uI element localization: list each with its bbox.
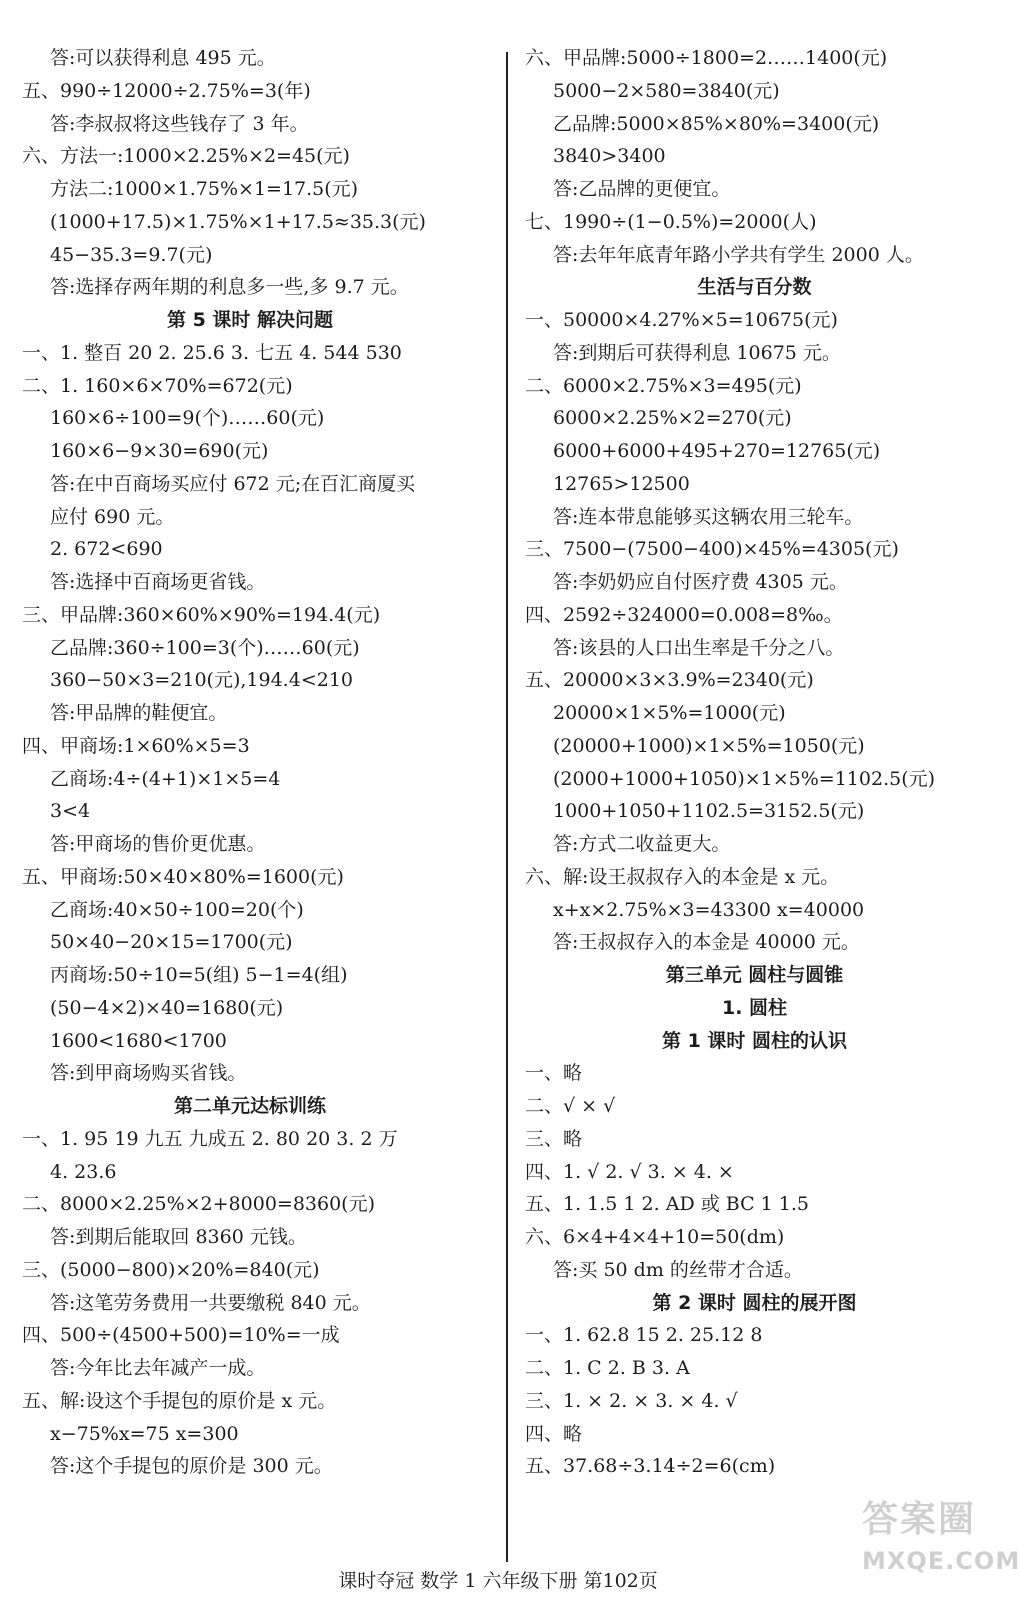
answer-line: 五、解:设这个手提包的原价是 x 元。 [22,1389,337,1412]
answer-line: 50×40−20×15=1700(元) [50,931,293,954]
answer-line: 45−35.3=9.7(元) [50,243,213,266]
answer-line: 三、(5000−800)×20%=840(元) [22,1258,320,1281]
answer-line: 答:到甲商场购买省钱。 [50,1062,247,1085]
answer-line: 160×6÷100=9(个)……60(元) [50,407,325,430]
answer-line: 答:这笔劳务费用一共要缴税 840 元。 [50,1291,371,1314]
answer-line: x−75%x=75 x=300 [50,1422,239,1445]
answer-line: 丙商场:50÷10=5(组) 5−1=4(组) [50,964,348,986]
answer-line: 20000×1×5%=1000(元) [553,702,786,724]
answer-line: 三、1. × 2. × 3. × 4. √ [525,1389,738,1412]
answer-line: 12765>12500 [553,472,690,495]
answer-line: 答:去年年底青年路小学共有学生 2000 人。 [553,243,924,266]
answer-line: x+x×2.75%×3=43300 x=40000 [553,898,865,921]
answer-line: 五、甲商场:50×40×80%=1600(元) [22,865,344,888]
answer-line: 答:可以获得利息 495 元。 [50,47,276,69]
answer-line: 四、1. √ 2. √ 3. × 4. × [525,1160,734,1183]
section-heading: 第三单元 圆柱与圆锥 [665,964,844,986]
answer-line: 答:甲商场的售价更优惠。 [50,833,266,855]
watermark-top: 答案圈 [862,1499,977,1540]
answer-line: 四、略 [525,1422,583,1445]
answer-line: 五、37.68÷3.14÷2=6(cm) [525,1455,776,1478]
answer-line: 5000−2×580=3840(元) [553,79,780,102]
watermark-bottom: MXQE.COM [862,1547,1020,1575]
answer-line: 2. 672<690 [50,538,163,561]
answer-line: 四、500÷(4500+500)=10%=一成 [22,1324,340,1347]
answer-line: (50−4×2)×40=1680(元) [50,996,284,1019]
answer-line: 七、1990÷(1−0.5%)=2000(人) [525,210,817,233]
answer-line: 乙商场:4÷(4+1)×1×5=4 [50,767,281,790]
watermark-logo [862,1494,1020,1590]
section-heading: 生活与百分数 [697,276,812,299]
answer-line: (2000+1000+1050)×1×5%=1102.5(元) [553,767,936,790]
answer-line: 答:甲品牌的鞋便宜。 [50,702,228,724]
answer-line: (20000+1000)×1×5%=1050(元) [553,734,865,757]
answer-line: 二、1. 160×6×70%=672(元) [22,374,293,397]
answer-line: 六、6×4+4×4+10=50(dm) [525,1226,785,1248]
answer-line: 360−50×3=210(元),194.4<210 [50,669,353,692]
answer-line: 答:王叔叔存入的本金是 40000 元。 [553,931,860,954]
answer-line: 二、6000×2.75%×3=495(元) [525,374,802,397]
answer-line: 一、1. 整百 20 2. 25.6 3. 七五 4. 544 530 [22,341,402,364]
answer-line: 160×6−9×30=690(元) [50,440,269,462]
answer-line: 答:到期后可获得利息 10675 元。 [553,341,841,364]
answer-line: 答:买 50 dm 的丝带才合适。 [553,1258,803,1281]
answer-line: 乙品牌:5000×85%×80%=3400(元) [553,112,880,135]
answer-line: 三、甲品牌:360×60%×90%=194.4(元) [22,603,381,626]
answer-line: 五、1. 1.5 1 2. AD 或 BC 1 1.5 [525,1193,809,1216]
answer-line: 答:该县的人口出生率是千分之八。 [553,636,845,659]
answer-line: 答:今年比去年减产一成。 [50,1357,266,1379]
answer-line: 答:选择中百商场更省钱。 [50,571,266,593]
section-heading: 第二单元达标训练 [173,1095,326,1117]
answer-line: 方法二:1000×1.75%×1=17.5(元) [50,178,359,200]
answer-line: 答:李奶奶应自付医疗费 4305 元。 [553,571,848,593]
answer-line: 三、略 [525,1127,583,1150]
answer-line: 答:这个手提包的原价是 300 元。 [50,1455,333,1478]
answer-line: 答:李叔叔将这些钱存了 3 年。 [50,112,309,135]
answer-line: 三、7500−(7500−400)×45%=4305(元) [525,538,899,561]
page-footer: 课时夺冠 数学 1 六年级下册 第102页 [338,1570,658,1592]
answer-line: 答:选择存两年期的利息多一些,多 9.7 元。 [50,276,409,299]
answer-line: 答:方式二收益更大。 [553,833,731,855]
right-column [513,42,996,1483]
answer-line: 4. 23.6 [50,1160,117,1183]
section-heading: 第 1 课时 圆柱的认识 [661,1029,848,1052]
answer-line: 1600<1680<1700 [50,1029,227,1052]
answer-line: 一、略 [525,1062,583,1085]
answer-line: 五、990÷12000÷2.75%=3(年) [22,79,311,102]
section-heading: 第 2 课时 圆柱的展开图 [652,1291,857,1314]
answer-line: 六、解:设王叔叔存入的本金是 x 元。 [525,865,840,888]
answer-line: 二、1. C 2. B 3. A [525,1357,690,1379]
answer-line: 六、甲品牌:5000÷1800=2……1400(元) [525,47,888,69]
answer-line: 答:在中百商场买应付 672 元;在百汇商厦买 [50,472,416,495]
answer-line: 6000+6000+495+270=12765(元) [553,440,881,462]
column-divider [506,52,508,1562]
answer-line: 一、50000×4.27%×5=10675(元) [525,309,838,331]
section-heading: 第 5 课时 解决问题 [166,309,334,331]
answer-line: 乙品牌:360÷100=3(个)……60(元) [50,636,360,659]
answer-line: 一、1. 95 19 九五 九成五 2. 80 20 3. 2 万 [22,1127,398,1150]
answer-line: 1000+1050+1102.5=3152.5(元) [553,800,865,823]
answer-line: 答:乙品牌的更便宜。 [553,178,731,200]
answer-line: 六、方法一:1000×2.25%×2=45(元) [22,145,350,168]
answer-line: 6000×2.25%×2=270(元) [553,407,792,430]
answer-line: 乙商场:40×50÷100=20(个) [50,898,304,921]
answer-line: (1000+17.5)×1.75%×1+17.5≈35.3(元) [50,210,426,233]
section-heading: 1. 圆柱 [721,996,788,1019]
answer-line: 二、√ × √ [525,1095,616,1117]
answer-line: 五、20000×3×3.9%=2340(元) [525,669,814,692]
answer-line: 一、1. 62.8 15 2. 25.12 8 [525,1324,763,1347]
answer-line: 答:到期后能取回 8360 元钱。 [50,1226,307,1248]
answer-line: 四、2592÷324000=0.008=8‰。 [525,603,843,626]
answer-line: 四、甲商场:1×60%×5=3 [22,734,250,757]
answer-line: 二、8000×2.25%×2+8000=8360(元) [22,1193,376,1216]
left-column [0,42,500,1483]
answer-line: 答:连本带息能够买这辆农用三轮车。 [553,505,864,528]
answer-line: 3840>3400 [553,145,666,168]
answer-line: 应付 690 元。 [50,505,175,528]
answer-line: 3<4 [50,800,91,823]
